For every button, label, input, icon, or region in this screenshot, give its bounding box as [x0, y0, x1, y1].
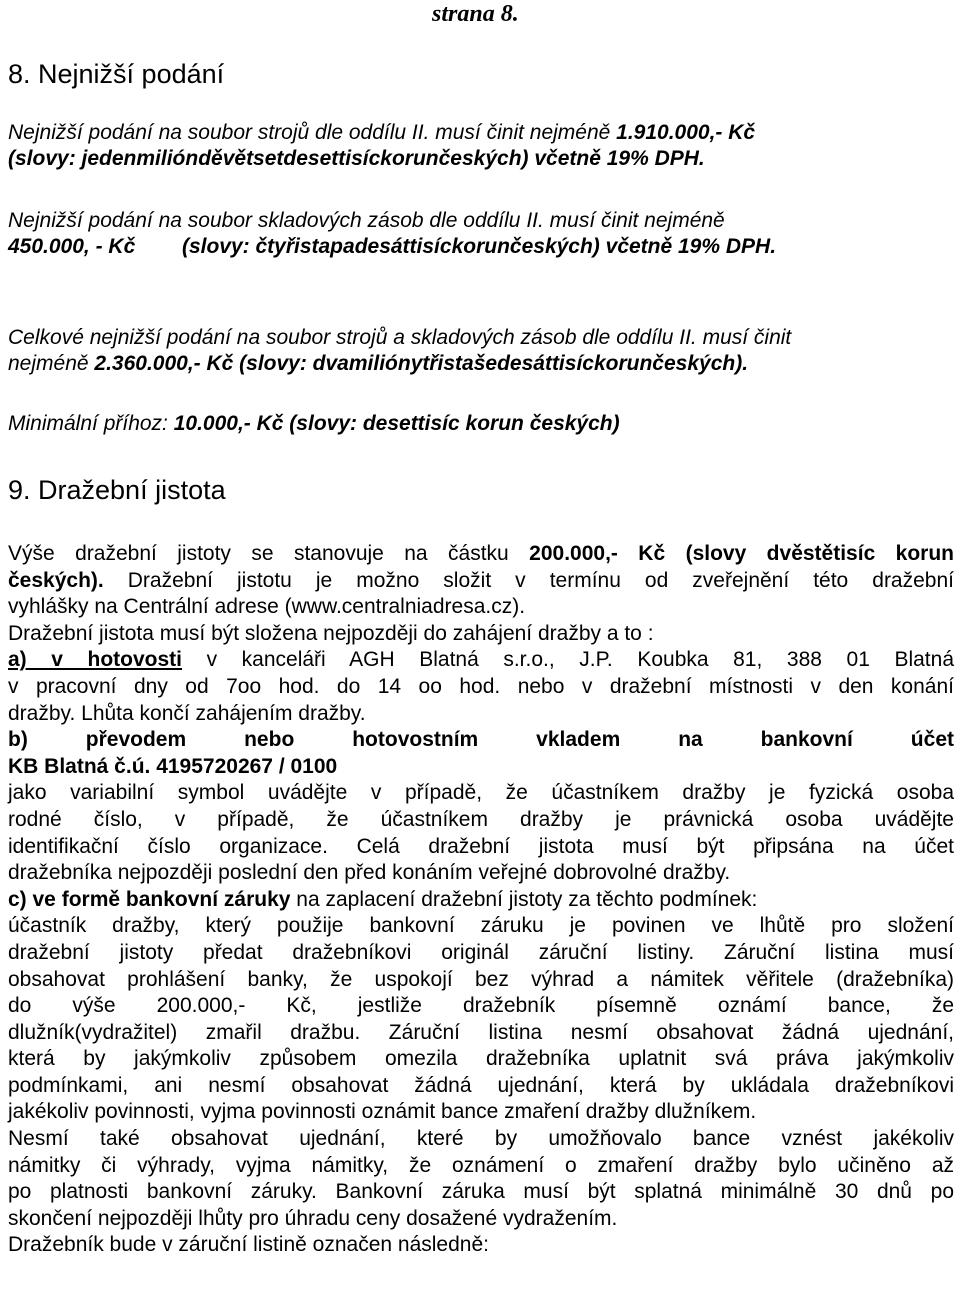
deposit-line-17: obsahovat prohlášení banky, že uspokojí bez výhrad a námitek věřitele (dražebníka)	[8, 967, 954, 991]
deposit-bank-guarantee-label: c) ve formě bankovní záruky	[8, 887, 291, 911]
deposit-line-25: po platnosti bankovní záruky. Bankovní záruka musí být splatná minimálně 30 dnů po	[8, 1180, 954, 1204]
deposit-cash-line	[8, 647, 954, 674]
total-lowest-bid-amount: 2.360.000,- Kč (slovy: dvamiliónytřistašedesáttisíckorunčeských).	[94, 352, 749, 375]
deposit-bank-account: KB Blatná č.ú. 4195720267 / 0100	[8, 754, 338, 778]
deposit-line-19: dlužník(vydražitel) zmařil dražbu. Záruční listina nesmí obsahovat žádná ujednání,	[8, 1020, 954, 1044]
lowest-bid-inventory-line-2	[8, 234, 954, 260]
deposit-line-22: jakékoliv povinnosti, vyjma povinnosti oznámit bance zmaření dražby dlužníkem.	[8, 1100, 757, 1124]
minimum-increment-paragraph	[8, 411, 954, 437]
deposit-line-18: do výše 200.000,- Kč, jestliže dražebník písemně oznámí bance, že	[8, 994, 954, 1018]
deposit-line-23: Nesmí také obsahovat ujednání, které by umožňovalo bance vznést jakékoliv	[8, 1127, 954, 1151]
deposit-line-16: dražební jistoty předat dražebníkovi originál záruční listiny. Záruční listina musí	[8, 940, 954, 964]
deposit-cash-label: a) v hotovosti	[8, 648, 183, 672]
lowest-bid-machines-text: Nejnižší podání na soubor strojů dle oddílu II. musí činit nejméně	[8, 121, 617, 144]
deposit-line-15: účastník dražby, který použije bankovní záruku je povinen ve lhůtě pro složení	[8, 914, 954, 938]
deposit-line-10: jako variabilní symbol uvádějte v případě, že účastníkem dražby je fyzická osoba	[8, 781, 954, 805]
auction-deposit-body	[8, 541, 954, 1259]
deposit-term-text: Dražební jistotu je možno složit v termínu od zveřejnění této dražební	[103, 568, 954, 592]
deposit-cash-address: v kanceláři AGH Blatná s.r.o., J.P. Koubka 81, 388 01 Blatná	[182, 648, 955, 672]
section-9-title: 9. Dražební jistota	[8, 475, 226, 505]
section-8-title: 8. Nejnižší podání	[8, 59, 225, 89]
deposit-line-20: která by jakýmkoliv způsobem omezila dražebníka uplatnit svá práva jakýmkoliv	[8, 1047, 954, 1071]
minimum-increment-line	[8, 411, 954, 437]
deposit-line-2	[8, 568, 954, 595]
lowest-bid-inventory-words: (slovy: čtyřistapadesáttisíckorunčeských) včetně 19% DPH.	[181, 235, 777, 258]
deposit-line-26: skončení nejpozději lhůty pro úhradu ceny dosažené vydražením.	[8, 1206, 618, 1230]
minimum-increment-label: Minimální příhoz:	[8, 412, 174, 435]
lowest-bid-inventory-line-1: Nejnižší podání na soubor skladových zásob dle oddílu II. musí činit nejméně	[8, 209, 725, 232]
total-lowest-bid-paragraph	[8, 325, 954, 377]
deposit-line-13: dražebníka nejpozději poslední den před konáním veřejné dobrovolné dražby.	[8, 861, 731, 885]
total-lowest-bid-label: nejméně	[8, 352, 95, 375]
lowest-bid-inventory-paragraph	[8, 208, 954, 260]
deposit-line-11: rodné číslo, v případě, že účastníkem dražby je právnická osoba uvádějte	[8, 807, 954, 831]
deposit-line-27: Dražebník bude v záruční listině označen následně:	[8, 1233, 489, 1257]
lowest-bid-machines-line-2: (slovy: jedenmiliónděvětsetdesettisíckorunčeských) včetně 19% DPH.	[8, 147, 705, 170]
deposit-amount-label: Výše dražební jistoty se stanovuje na částku	[8, 542, 530, 565]
deposit-line-21: podmínkami, ani nesmí obsahovat žádná ujednání, která by ukládala dražebníkovi	[8, 1073, 954, 1097]
deposit-line-3: vyhlášky na Centrální adrese (www.centralniadresa.cz).	[8, 595, 526, 619]
deposit-amount: 200.000,- Kč (slovy dvěstětisíc korun	[529, 542, 954, 565]
page-number-label: strana 8.	[432, 1, 519, 27]
deposit-line-7: dražby. Lhůta končí zahájením dražby.	[8, 701, 366, 725]
deposit-line-12: identifikační číslo organizace. Celá dražební jistota musí být připsána na účet	[8, 834, 954, 858]
deposit-line-24: námitky či výhrady, vyjma námitky, že oznámení o zmaření dražby bylo učiněno až	[8, 1153, 954, 1177]
deposit-line-6: v pracovní dny od 7oo hod. do 14 oo hod. nebo v dražební místnosti v den konání	[8, 674, 954, 698]
deposit-line-1	[8, 541, 954, 568]
deposit-bank-transfer-heading: b) převodem nebo hotovostním vkladem na bankovní účet	[8, 728, 954, 752]
deposit-bank-guarantee-line	[8, 887, 954, 914]
total-lowest-bid-line-2	[8, 351, 954, 377]
lowest-bid-machines-paragraph	[8, 120, 954, 172]
lowest-bid-inventory-amount: 450.000, - Kč	[8, 235, 136, 258]
total-lowest-bid-line-1: Celkové nejnižší podání na soubor strojů a skladových zásob dle oddílu II. musí činit	[8, 326, 792, 349]
lowest-bid-machines-amount: 1.910.000,- Kč	[616, 121, 756, 144]
deposit-line-4: Dražební jistota musí být složena nejpozději do zahájení dražby a to :	[8, 621, 654, 645]
minimum-increment-amount: 10.000,- Kč (slovy: desettisíc korun českých)	[173, 412, 620, 435]
lowest-bid-machines-line-1	[8, 120, 954, 146]
deposit-amount-end: českých).	[8, 568, 104, 592]
deposit-bank-guarantee-text: na zaplacení dražební jistoty za těchto podmínek:	[290, 887, 758, 911]
